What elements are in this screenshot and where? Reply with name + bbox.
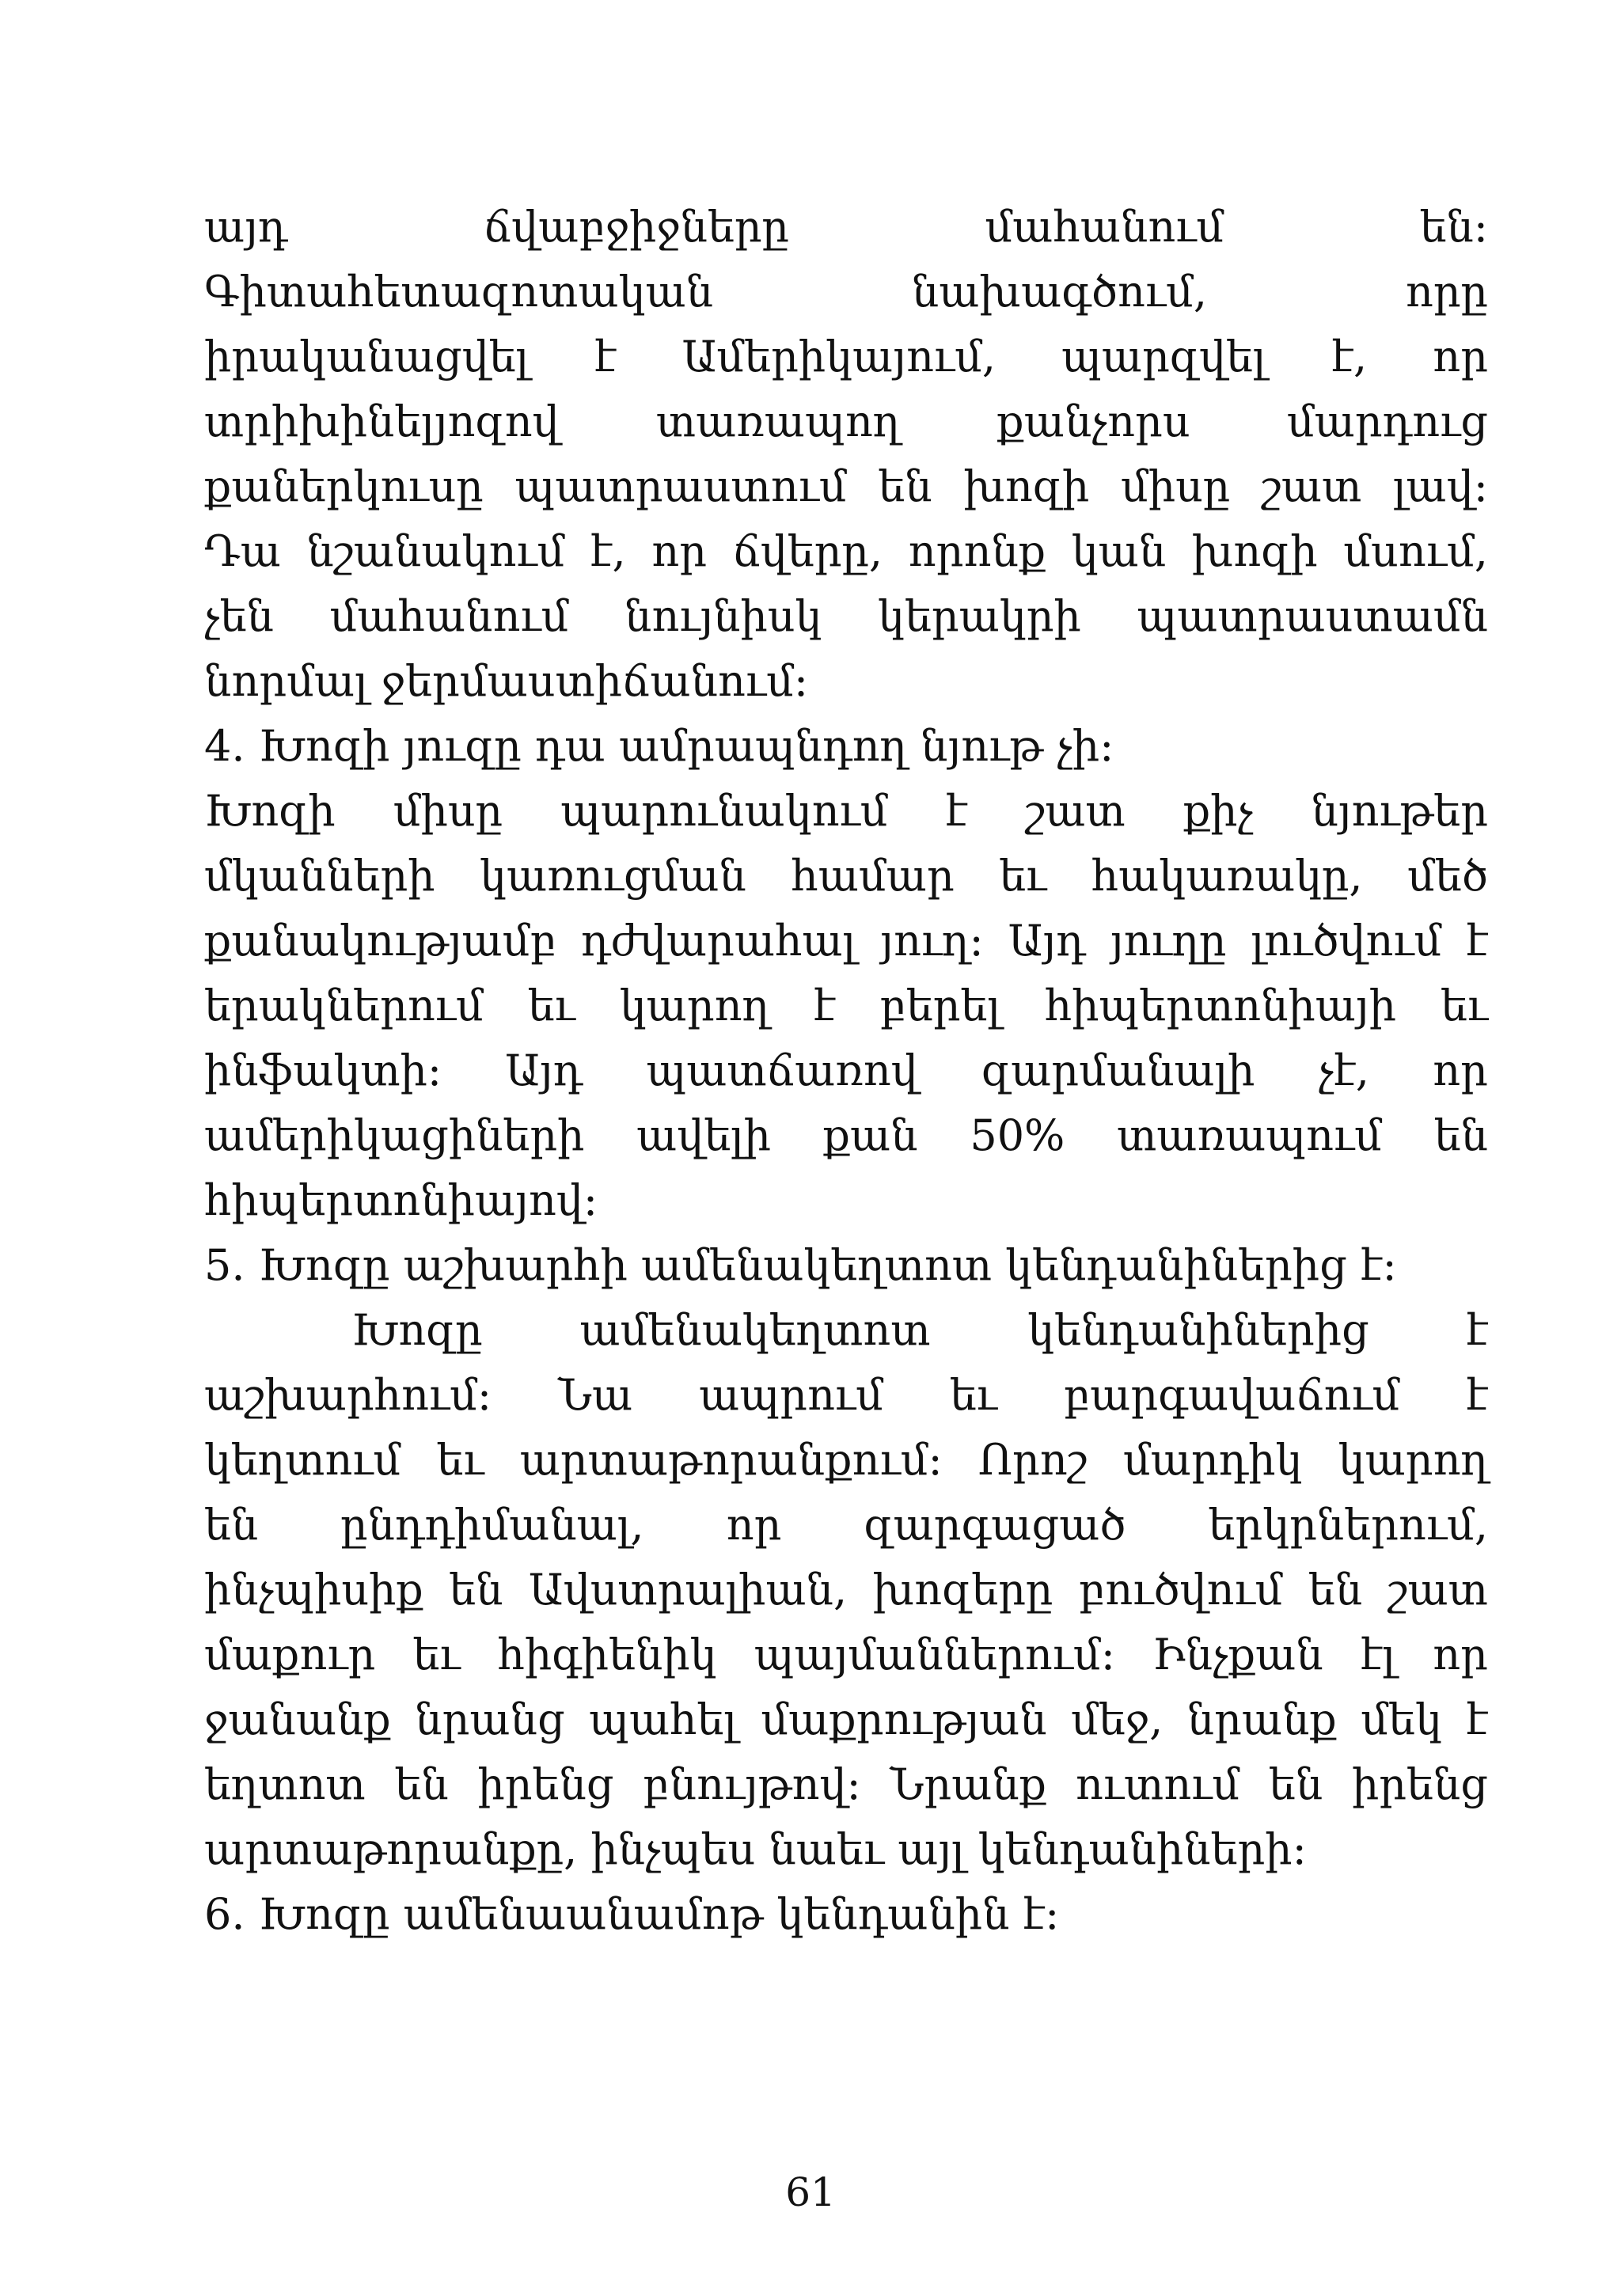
word: է [945, 786, 968, 836]
word: կենդանիներից [1027, 1305, 1369, 1355]
word: ճվերը, [732, 526, 883, 576]
word: են [1308, 1565, 1363, 1615]
word: որ [1433, 332, 1488, 381]
word: մսում, [1343, 526, 1488, 576]
word: յուղը [1110, 916, 1227, 966]
text-line [204, 1622, 1488, 1687]
word: կան [1071, 526, 1167, 576]
word: Այդ [505, 1046, 583, 1095]
text-line [204, 1428, 1488, 1493]
word: միսը [393, 786, 503, 836]
word: Որոշ [978, 1435, 1088, 1485]
word: շատ [1261, 461, 1362, 511]
word: տառապող [655, 397, 901, 446]
text-line [204, 1038, 1488, 1103]
word: մեկ [1361, 1694, 1442, 1744]
word: կառուցման [480, 851, 746, 901]
word: պատճառով [646, 1046, 918, 1095]
word: որը [1405, 267, 1488, 317]
word: Խոզի [204, 786, 336, 836]
word: է [1466, 1305, 1488, 1355]
text-line [204, 195, 1488, 260]
word: մահանում [329, 591, 569, 641]
word: իրենց [477, 1759, 614, 1809]
word: եւ [949, 1370, 997, 1420]
word: եւ [436, 1435, 484, 1485]
word: նշանակում [306, 526, 565, 576]
section-heading-6: 6. Խոզը ամենաանամոթ կենդանին է: [204, 1889, 1060, 1939]
word: ճվաբջիջները [483, 202, 790, 252]
word: են [1433, 1110, 1488, 1160]
word: բուծվում [1078, 1565, 1283, 1615]
word: խոզի [1191, 526, 1318, 576]
word: ուտում [1075, 1759, 1240, 1809]
word: զարգացած [864, 1500, 1126, 1550]
text-line: նորմալ ջերմաստիճանում: [204, 656, 809, 706]
word: Այդ [1008, 916, 1086, 966]
word: միսը [1121, 461, 1231, 511]
word: տրիխինելյոզով [204, 397, 560, 446]
word: են [449, 1565, 503, 1615]
word: է [1466, 1370, 1488, 1420]
word: Ինչքան [1152, 1630, 1323, 1679]
word: պարզվել [1061, 332, 1266, 381]
text-line [204, 1103, 1488, 1168]
word: մկանների [204, 851, 435, 901]
text-line [204, 1558, 1488, 1622]
word: կերակրի [878, 591, 1081, 641]
word: որ [651, 526, 708, 576]
word: Խոզը [351, 1305, 483, 1355]
text-line [204, 519, 1488, 584]
word: պայմաններում: [754, 1630, 1115, 1679]
word: երկրներում, [1208, 1500, 1488, 1550]
text-line [204, 779, 1488, 844]
word: կեղտում [204, 1435, 401, 1485]
word: որոնք [908, 526, 1046, 576]
word: չեն [204, 591, 274, 641]
text-line [204, 324, 1488, 389]
word: կարող [619, 981, 770, 1030]
word: եւ [999, 851, 1047, 901]
word: եւ [1440, 981, 1488, 1030]
text-line [204, 454, 1488, 519]
word: է [1466, 916, 1488, 966]
word: մարդուց [1286, 397, 1488, 446]
word: նրանք [1186, 1694, 1337, 1744]
word: կարող [1338, 1435, 1488, 1485]
word: է [814, 981, 836, 1030]
text-line [204, 973, 1488, 1038]
body-text [204, 195, 1488, 1947]
word: որ [726, 1500, 782, 1550]
word: պարունակում [560, 786, 888, 836]
word: է, [1331, 332, 1368, 381]
word: են [878, 461, 932, 511]
text-line [204, 1363, 1488, 1428]
word: եւ [412, 1630, 461, 1679]
word: Ավստրալիան, [528, 1565, 848, 1615]
text-line [204, 1687, 1488, 1752]
text-line [204, 909, 1488, 973]
word: պատրաստամն [1137, 591, 1488, 641]
word: մեծ [1407, 851, 1488, 901]
word: է, [590, 526, 626, 576]
word: նյութեր [1311, 786, 1488, 836]
word: որ [1433, 1630, 1488, 1679]
word: Գիտահետազոտական [204, 267, 714, 317]
word: ինչպիսիք [204, 1565, 423, 1615]
word: յուղ: [880, 916, 984, 966]
word: մաքուր [204, 1630, 376, 1679]
word: է [1466, 1694, 1488, 1744]
word: 50% [970, 1110, 1065, 1160]
text-line [204, 1752, 1488, 1817]
text-line [204, 844, 1488, 909]
word: մեջ, [1071, 1694, 1164, 1744]
word: Դա [204, 526, 281, 576]
word: իրականացվել [204, 332, 530, 381]
section-heading-5: 5. Խոզը աշխարհի ամենակեղտոտ կենդանիներից է: [204, 1240, 1397, 1290]
text-line [204, 1493, 1488, 1558]
word: հակառակը, [1091, 851, 1363, 901]
word: լուծվում [1251, 916, 1442, 966]
word: շատ [1025, 786, 1126, 836]
word: է [594, 332, 617, 381]
word: նրանց [415, 1694, 565, 1744]
word: երակներում [204, 981, 484, 1030]
word: քան [822, 1110, 918, 1160]
word: եւ [527, 981, 575, 1030]
word: շատ [1388, 1565, 1488, 1615]
text-line [204, 389, 1488, 454]
word: պատրաստում [514, 461, 847, 511]
word: Ամերիկայում, [681, 332, 997, 381]
word: են [394, 1759, 449, 1809]
word: եղտոտ [204, 1759, 366, 1809]
word: բարգավաճում [1063, 1370, 1400, 1420]
word: Նա [558, 1370, 633, 1420]
word: բերել [879, 981, 1000, 1030]
word: զարմանալի [981, 1046, 1255, 1095]
word: էլ [1360, 1630, 1395, 1679]
word: ընդդիմանալ, [340, 1500, 644, 1550]
word: հիգիենիկ [497, 1630, 717, 1679]
text-line: հիպերտոնիայով: [204, 1175, 598, 1225]
word: քանչորս [997, 397, 1190, 446]
word: ապրում [699, 1370, 883, 1420]
word: են [1268, 1759, 1323, 1809]
word: բնույթով: [643, 1759, 861, 1809]
word: դժվարահալ [581, 916, 856, 966]
word: չէ, [1318, 1046, 1369, 1095]
word: նույնիսկ [624, 591, 822, 641]
paragraph-first-line [204, 1298, 1488, 1363]
word: ավելի [636, 1110, 771, 1160]
word: են [204, 1500, 259, 1550]
word: են: [1419, 202, 1488, 252]
word: մարդիկ [1122, 1435, 1303, 1485]
word: որ [1433, 1046, 1488, 1095]
text-line [204, 584, 1488, 649]
word: պահել [589, 1694, 737, 1744]
word: իրենց [1351, 1759, 1488, 1809]
word: մաքրության [761, 1694, 1047, 1744]
word: ամերիկացիների [204, 1110, 585, 1160]
word: նախագծում, [911, 267, 1207, 317]
word: աշխարհում: [204, 1370, 492, 1420]
word: խոզերը [872, 1565, 1053, 1615]
word: քիչ [1183, 786, 1254, 836]
section-heading-4: 4. Խոզի յուզը դա ամրապնդող նյութ չի: [204, 721, 1114, 771]
word: քանակությամբ [204, 916, 556, 966]
word: Նրանք [890, 1759, 1047, 1809]
word: այդ [204, 202, 288, 252]
word: խոզի [963, 461, 1090, 511]
word: ջանանք [204, 1694, 391, 1744]
word: համար [791, 851, 955, 901]
word: մահանում [985, 202, 1224, 252]
word: հիպերտոնիայի [1044, 981, 1397, 1030]
word: լավ: [1393, 461, 1488, 511]
page-number: 61 [785, 2169, 836, 2215]
text-line: արտաթորանքը, ինչպես նաեւ այլ կենդանիների: [204, 1824, 1307, 1874]
text-line [204, 260, 1488, 324]
word: ամենակեղտոտ [579, 1305, 931, 1355]
word: արտաթորանքում: [519, 1435, 943, 1485]
word: տառապում [1117, 1110, 1382, 1160]
word: քաներկուսը [204, 461, 484, 511]
word: ինֆակտի: [204, 1046, 442, 1095]
